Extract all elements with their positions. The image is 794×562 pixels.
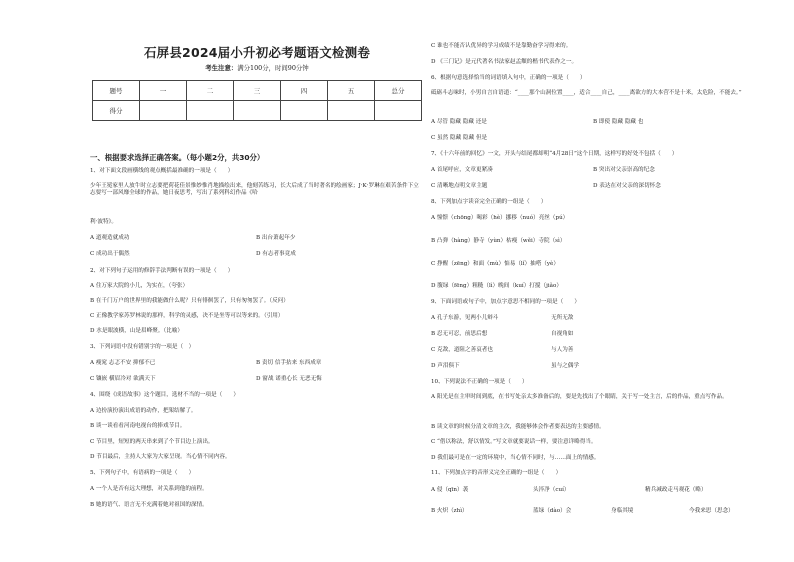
answer-option: B 谈一谈看看河南电视台的捧戏节目。: [90, 423, 186, 429]
score-value-row: [93, 101, 422, 121]
answer-option: B 出台萧起年少: [256, 235, 296, 241]
answer-option: B 火炽（zhì）: [431, 508, 468, 514]
answer-option: B 责切 信手拈来 东西成章: [256, 360, 322, 366]
answer-option: C 正像教学家苏罗林说的那样，科学的灵感，决不是坐等可以等来的。（引用）: [90, 313, 284, 319]
score-cell: 得分: [93, 101, 140, 121]
score-cell: 三: [234, 81, 281, 101]
answer-option: C 挣醒（zēng）和面（mù）惦易（lǐ）抽嗒（yè）: [431, 261, 559, 267]
score-blank[interactable]: [281, 101, 328, 121]
answer-option: B 她的语气、语言无不充满着她对祖国的深情。: [90, 502, 208, 508]
question-line: 6、根据句意选择恰当的词语填入句中，正确的一项是（ ）: [431, 75, 586, 81]
answer-option: A 一个人是否有远大理想，对关系到他的前程。: [90, 486, 208, 492]
answer-option: 虽与之偶学: [551, 363, 579, 369]
score-cell: 题号: [93, 81, 140, 101]
answer-option: A 尽管 隐藏 隐藏 还是: [431, 119, 487, 125]
question-line: 3、下列词语中没有错别字的一项是（ ）: [90, 344, 195, 350]
notice-text: 满分100分，时间90分钟: [237, 64, 309, 72]
answer-option: C 清晰地点明文章主题: [431, 183, 488, 189]
question-line: 2、对下列句子运用的修辞手法判断有误的一项是（ ）: [90, 268, 234, 274]
score-blank[interactable]: [328, 101, 375, 121]
answer-option: A 首尾呼应，文章更紧凑: [431, 167, 493, 173]
score-cell: 总分: [375, 81, 422, 101]
answer-option: D 窗战 诺重心长 无恶无悔: [256, 376, 322, 382]
score-table: [92, 80, 422, 121]
answer-option: C 虽然 隐藏 隐藏 但是: [431, 135, 488, 141]
score-cell: 五: [328, 81, 375, 101]
page-title: 石屏县2024届小升初必考题语文检测卷: [143, 45, 371, 60]
score-cell: 二: [187, 81, 234, 101]
score-blank[interactable]: [140, 101, 187, 121]
answer-option: D 表达在对父亲的深切怀念: [593, 183, 661, 189]
answer-option: 身临其境: [611, 508, 634, 514]
answer-option: C 克敌，道阻之善哀者也: [431, 347, 493, 353]
answer-option: C “借以称法，舒以情发。”写文章就要说话一样，要注意详略得当。: [431, 439, 597, 445]
answer-option: A 憧憬（chōng）喝彩（hè）挪移（nuó）亮丝（pú）: [431, 215, 569, 221]
answer-option: D 声泪俱下: [431, 363, 460, 369]
answer-option: D 《三门记》是元代著名书法家赵孟頫的楷书代表作之一。: [431, 59, 578, 65]
answer-option: B 读文章的时候分清文章的主次，我能够体会作者要表达的主要感情。: [431, 424, 605, 430]
answer-option: B 凸弹（hàng）静寺（yùn）枯瘦（wěi）寺院（sì）: [431, 238, 566, 244]
answer-option: B 突出对父亲崇高的纪念: [593, 167, 655, 173]
question-line: 砥砺斗志味时，小男自言自语道：“____那个山洞位置____，适合____自己，____离欲方的大本营不是十米，太危险，不能去。”: [431, 90, 742, 96]
answer-option: B 忍无可忍，前思后想: [431, 331, 488, 337]
answer-option: D 有志者事竟成: [256, 251, 296, 257]
answer-option: B 即使 隐藏 隐藏 也: [593, 119, 644, 125]
answer-option: D 节目最后，主持人大家为大家呈现。当心情不同内容。: [90, 454, 231, 460]
score-header-row: [93, 81, 422, 101]
answer-option: 今我来思（思念）: [689, 508, 734, 514]
answer-option: A 道观造就成功: [90, 235, 130, 241]
answer-option: 蓝绿（dào）会: [533, 508, 572, 514]
answer-option: B 在千门万户的世界里的我能做什么呢？只有徘徊罢了，只有匆匆罢了。（反问）: [90, 298, 289, 304]
answer-option: 精兵减政走马观花（略）: [645, 487, 707, 493]
answer-option: A 边扮演扮演出成语的动作，把架结解了。: [90, 408, 197, 414]
score-blank[interactable]: [375, 101, 422, 121]
question-line: 11、下列加点字的音形义完全正确的一组是（ ）: [431, 470, 562, 476]
score-cell: 四: [281, 81, 328, 101]
answer-option: 头淬净（cuí）: [533, 487, 570, 493]
score-blank[interactable]: [187, 101, 234, 121]
question-line: 5、下列句子中，有语病的一项是（ ）: [90, 470, 195, 476]
answer-option: C 成功出于偶然: [90, 251, 130, 257]
answer-option: A 住万家大院的小儿，为实在，（夸张）: [90, 283, 189, 289]
answer-option: C 谁也不能否认优异的学习成绩不是靠勤奋学习得来的。: [431, 43, 572, 49]
exam-notice: [90, 63, 424, 72]
answer-option: A 孔子东游，见两小儿辩斗: [431, 315, 499, 321]
score-blank[interactable]: [234, 101, 281, 121]
question-line: 8、下列加点字读音完全正确的一组是（ ）: [431, 199, 547, 205]
answer-option: A 侵（qīn）袭: [431, 487, 469, 493]
answer-option: D 我们最可是在一定的环境中，当心情不同时，与……面上的情感。: [431, 455, 600, 461]
question-line: 7、《十六年前的回忆》一文，开头与结尾都却明“4月28日”这个日期，这样写的好处不包括（ ）: [431, 151, 678, 157]
answer-option: D 腹绿（fēng）粗糙（lì）晚间（kuí）打搅（jiǎo）: [431, 283, 562, 289]
answer-option: 无所无敌: [551, 315, 574, 321]
answer-option: 与人为善: [551, 347, 574, 353]
answer-option: 自视角如: [551, 331, 574, 337]
notice-label: 考生注意：: [205, 64, 238, 72]
answer-option: C 镶嵌 横眉冷对 欲满天下: [90, 376, 156, 382]
answer-option: A 瘦窕 志忑不安 抑郁不已: [90, 360, 156, 366]
answer-option: A 阳光是在主审时间到底，在书写处亲太多准备后的，要是先找出了个眼睛，关于写一处主言，后的作品，重点写作品。: [431, 394, 728, 400]
question-line: 4、围绕《成语故事》这个题目，选材不当的一项是（ ）: [90, 392, 239, 398]
question-line: 10、下列说法不正确的一项是（ ）: [431, 379, 528, 385]
question-line: 利·波特》。: [90, 219, 117, 225]
answer-option: C 节目里，短短的两天串来到了个节目边上演出。: [90, 439, 214, 445]
section-heading: 一、根据要求选择正确答案。（每小题2分，共30分）: [90, 153, 265, 162]
question-line: 1、对下面文段画横线的观点概括最准确的一项是（ ）: [90, 168, 234, 174]
question-line: 少年王冕家里人放牛时立志要把荷花佳景惟妙惟肖地描绘出来，他刻苦练习，长大后成了当时著名的绘画家；J·K·罗琳在艰苦条件下立志要写一部风靡全球的作品，她日夜思考，写出了系列科幻作品《哈: [90, 183, 419, 196]
question-line: 9、下面词语或句子中，加点字意思不相同的一项是（ ）: [431, 299, 580, 305]
answer-option: D 水是眼波横，山是眉峰聚。（比喻）: [90, 328, 183, 334]
score-cell: 一: [140, 81, 187, 101]
